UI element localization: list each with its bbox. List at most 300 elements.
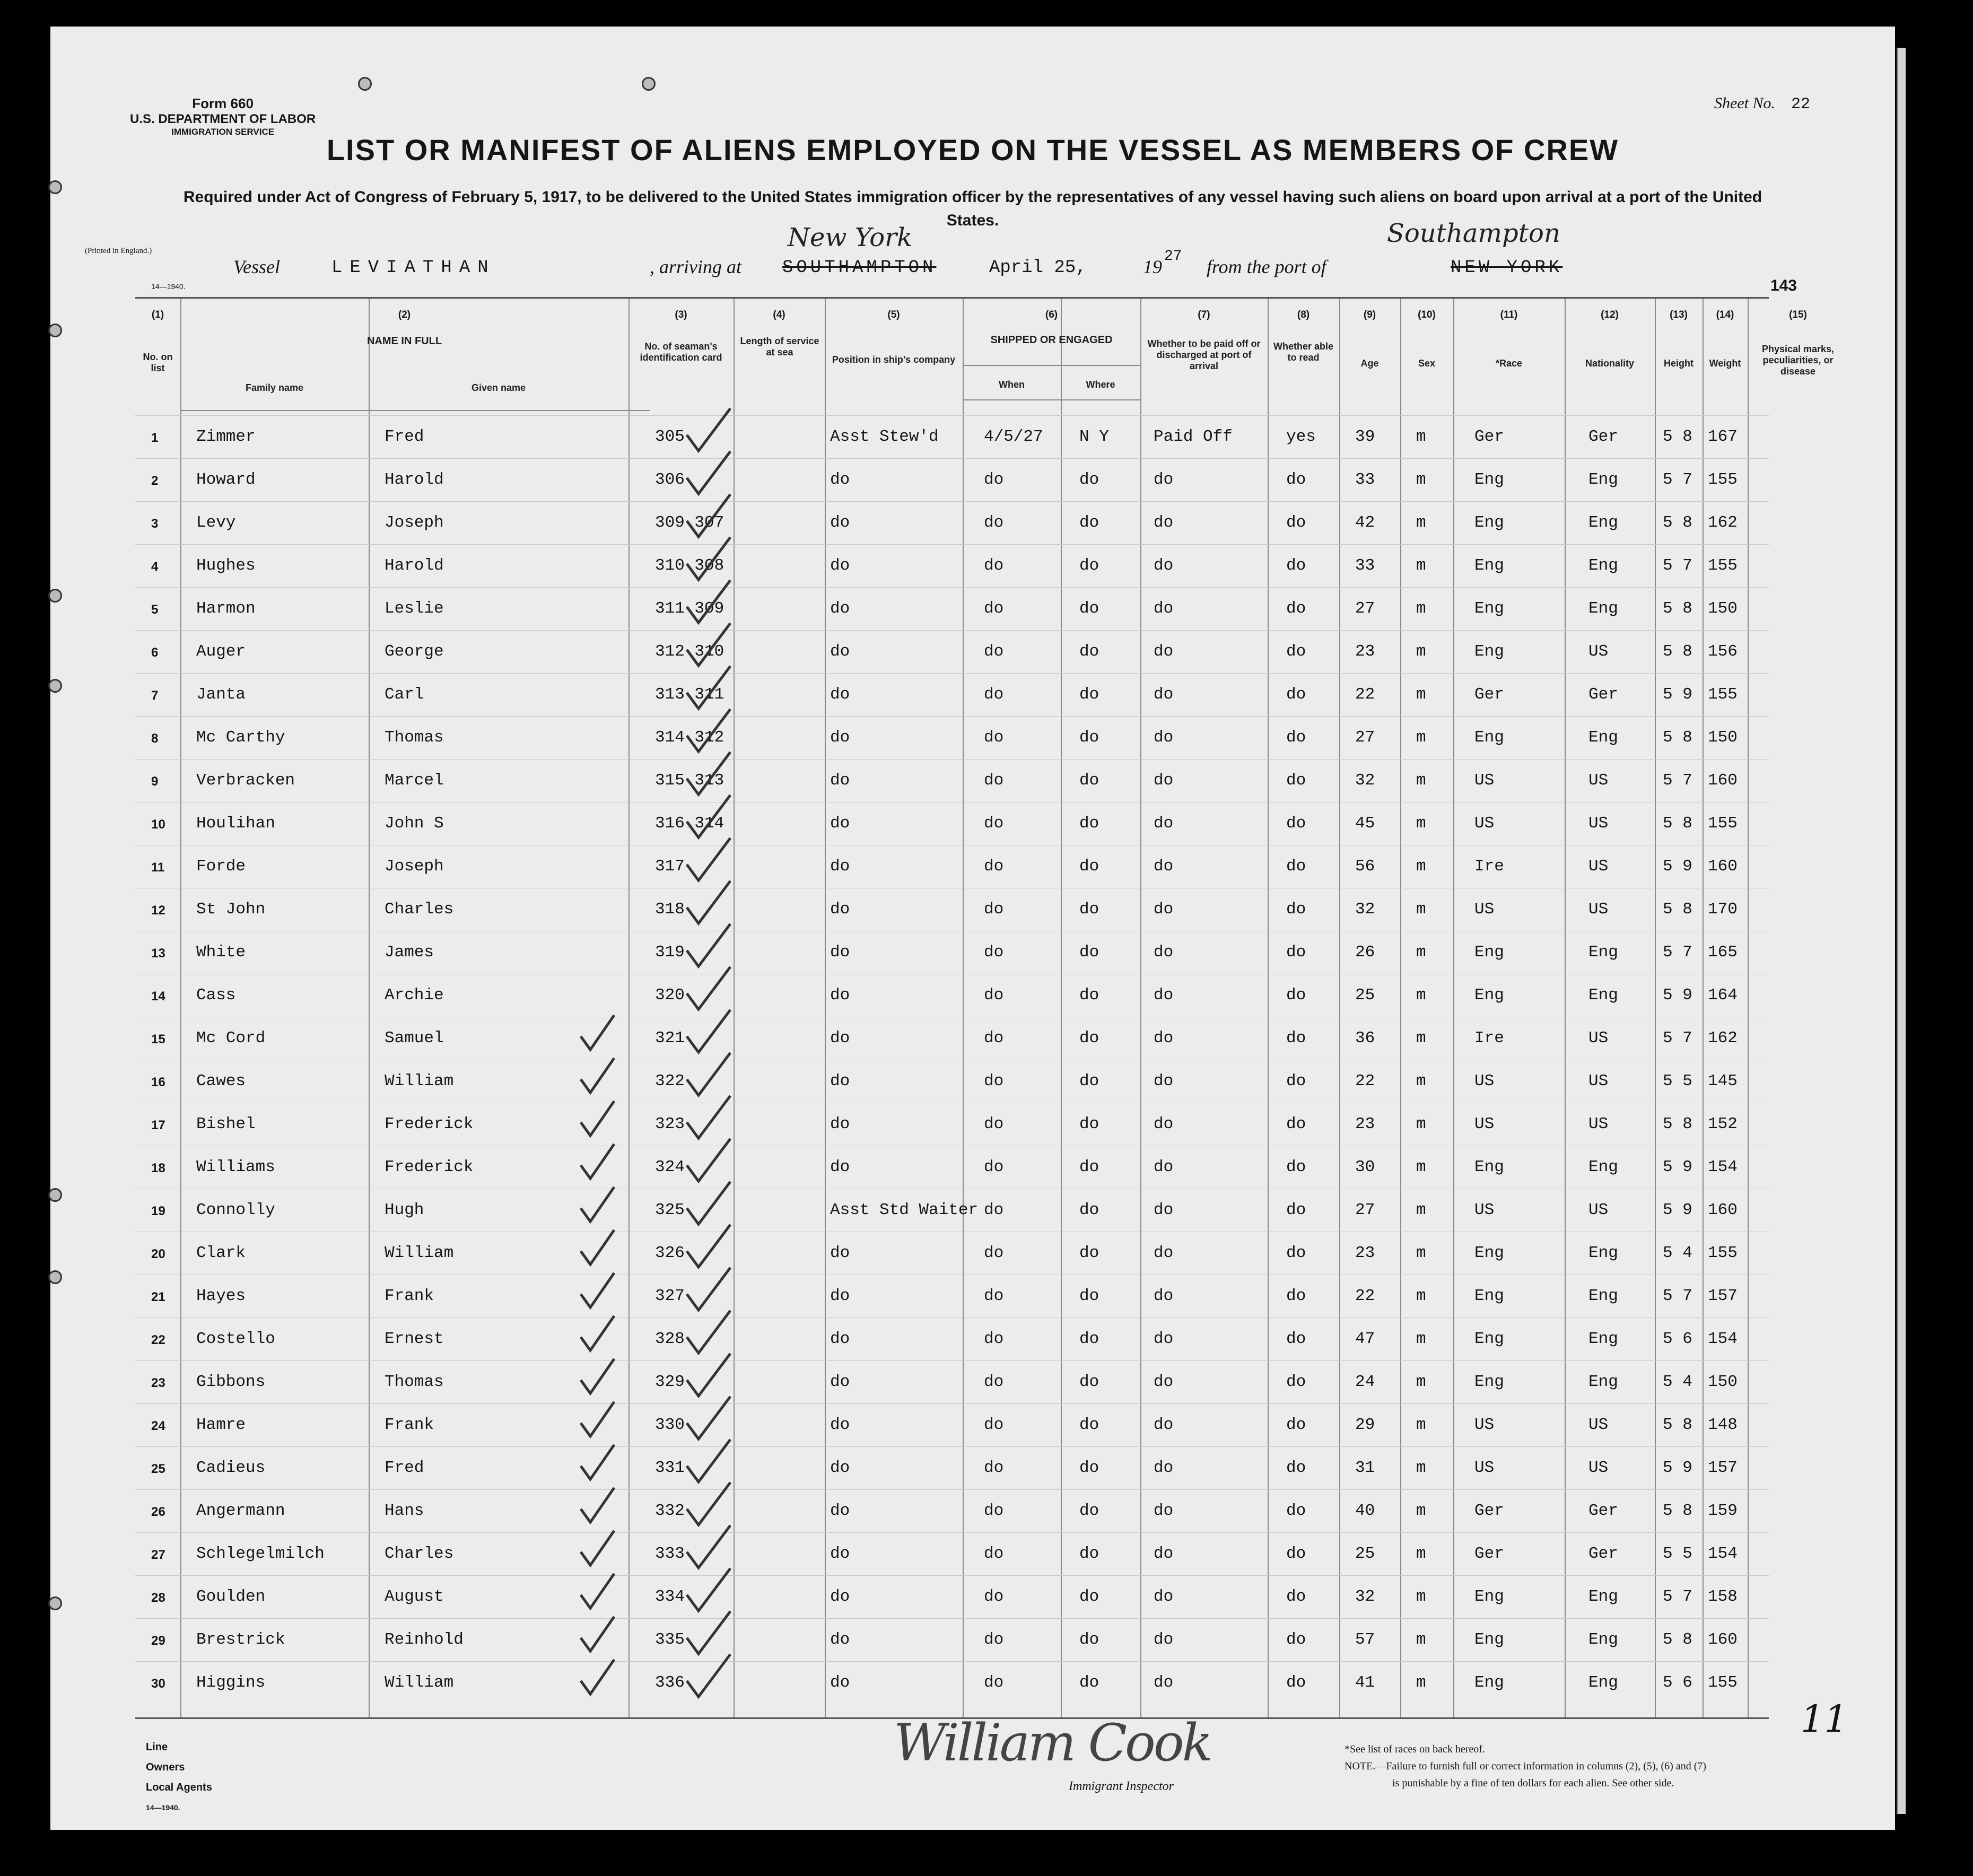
cell-weight: 162 — [1708, 1029, 1738, 1048]
cell-height: 5 8 — [1663, 513, 1692, 532]
cell-card-number: 311 309 — [655, 599, 724, 618]
colnum-12: (12) — [1601, 309, 1619, 320]
cell-shipped-when: do — [984, 1029, 1004, 1048]
cell-shipped-where: do — [1079, 1072, 1099, 1090]
col-paid-off: Whether to be paid off or discharged at port of arrival — [1147, 338, 1261, 371]
cell-paid-off: do — [1154, 1459, 1174, 1477]
cell-nationality: Eng — [1588, 1630, 1618, 1649]
cell-card-number: 321 — [655, 1029, 685, 1048]
cell-age: 36 — [1355, 1029, 1375, 1048]
cell-position: do — [830, 1459, 850, 1477]
table-row — [135, 1618, 1769, 1661]
col-age: Age — [1360, 358, 1379, 369]
cell-nationality: Eng — [1588, 599, 1618, 618]
cell-family-name: Mc Carthy — [196, 728, 285, 747]
cell-row-number: 30 — [151, 1677, 165, 1691]
cell-weight: 150 — [1708, 728, 1738, 747]
cell-shipped-where: do — [1079, 1029, 1099, 1048]
cell-family-name: Houlihan — [196, 814, 275, 833]
cell-nationality: US — [1588, 900, 1609, 919]
colnum-7: (7) — [1198, 309, 1210, 320]
cell-nationality: US — [1588, 1201, 1609, 1219]
cell-height: 5 9 — [1663, 1158, 1692, 1176]
cell-shipped-when: do — [984, 1502, 1004, 1520]
cell-family-name: Howard — [196, 470, 256, 489]
cell-sex: m — [1416, 1587, 1426, 1606]
cell-height: 5 7 — [1663, 771, 1692, 790]
cell-nationality: US — [1588, 857, 1609, 876]
table-row — [135, 759, 1769, 801]
cell-sex: m — [1416, 1416, 1426, 1434]
cell-family-name: Gibbons — [196, 1373, 266, 1391]
cell-card-number: 324 — [655, 1158, 685, 1176]
cell-paid-off: do — [1154, 642, 1174, 661]
cell-shipped-where: do — [1079, 728, 1099, 747]
cell-position: do — [830, 1287, 850, 1305]
cell-card-number: 329 — [655, 1373, 685, 1391]
cell-family-name: White — [196, 943, 246, 962]
table-row — [135, 1189, 1769, 1231]
cell-sex: m — [1416, 1330, 1426, 1348]
cell-given-name: Archie — [385, 986, 444, 1005]
cell-row-number: 15 — [151, 1032, 165, 1046]
cell-age: 24 — [1355, 1373, 1375, 1391]
cell-shipped-when: do — [984, 1201, 1004, 1219]
table-row — [135, 1103, 1769, 1145]
cell-family-name: Cadieus — [196, 1459, 266, 1477]
cell-age: 39 — [1355, 427, 1375, 446]
cell-age: 31 — [1355, 1459, 1375, 1477]
cell-shipped-where: do — [1079, 900, 1099, 919]
cell-shipped-when: do — [984, 814, 1004, 833]
cell-family-name: Higgins — [196, 1673, 266, 1692]
cell-nationality: Ger — [1588, 1545, 1618, 1563]
cell-sex: m — [1416, 1673, 1426, 1692]
cell-nationality: US — [1588, 1029, 1609, 1048]
cell-weight: 162 — [1708, 513, 1738, 532]
cell-family-name: Goulden — [196, 1587, 266, 1606]
cell-nationality: Eng — [1588, 1330, 1618, 1348]
cell-height: 5 4 — [1663, 1373, 1692, 1391]
cell-shipped-where: do — [1079, 943, 1099, 962]
cell-shipped-where: do — [1079, 1545, 1099, 1563]
cell-able-to-read: do — [1286, 1330, 1306, 1348]
cell-height: 5 7 — [1663, 556, 1692, 575]
table-row — [135, 931, 1769, 973]
cell-given-name: Harold — [385, 470, 444, 489]
cell-race: Eng — [1474, 1673, 1504, 1692]
cell-age: 47 — [1355, 1330, 1375, 1348]
cell-card-number: 331 — [655, 1459, 685, 1477]
cell-age: 29 — [1355, 1416, 1375, 1434]
cell-position: do — [830, 1072, 850, 1090]
cell-card-number: 309 307 — [655, 513, 724, 532]
cell-sex: m — [1416, 728, 1426, 747]
cell-age: 33 — [1355, 470, 1375, 489]
sheet-label: Sheet No. — [1714, 94, 1775, 112]
cell-weight: 159 — [1708, 1502, 1738, 1520]
cell-able-to-read: do — [1286, 857, 1306, 876]
cell-shipped-when: do — [984, 1115, 1004, 1133]
arriving-struck: SOUTHAMPTON — [782, 258, 937, 278]
cell-shipped-where: do — [1079, 685, 1099, 704]
table-row — [135, 587, 1769, 630]
col-physical-marks: Physical marks, peculiarities, or disease — [1761, 344, 1835, 377]
cell-height: 5 6 — [1663, 1673, 1692, 1692]
cell-height: 5 9 — [1663, 1201, 1692, 1219]
cell-weight: 160 — [1708, 771, 1738, 790]
cell-paid-off: Paid Off — [1154, 427, 1233, 446]
cell-paid-off: do — [1154, 1115, 1174, 1133]
cell-age: 41 — [1355, 1673, 1375, 1692]
cell-shipped-when: do — [984, 1545, 1004, 1563]
cell-row-number: 26 — [151, 1505, 165, 1519]
colnum-8: (8) — [1297, 309, 1310, 320]
cell-weight: 157 — [1708, 1459, 1738, 1477]
cell-given-name: Frank — [385, 1287, 434, 1305]
cell-shipped-where: do — [1079, 599, 1099, 618]
cell-family-name: Angermann — [196, 1502, 285, 1520]
cell-age: 32 — [1355, 1587, 1375, 1606]
colnum-1: (1) — [151, 309, 164, 320]
cell-height: 5 9 — [1663, 857, 1692, 876]
cell-shipped-when: do — [984, 1244, 1004, 1262]
cell-weight: 155 — [1708, 556, 1738, 575]
cell-able-to-read: do — [1286, 986, 1306, 1005]
cell-paid-off: do — [1154, 857, 1174, 876]
cell-able-to-read: do — [1286, 1287, 1306, 1305]
colnum-15: (15) — [1789, 309, 1807, 320]
cell-race: US — [1474, 1072, 1495, 1090]
cell-age: 57 — [1355, 1630, 1375, 1649]
cell-weight: 148 — [1708, 1416, 1738, 1434]
cell-shipped-where: N Y — [1079, 427, 1109, 446]
table-row — [135, 415, 1769, 458]
cell-weight: 156 — [1708, 642, 1738, 661]
cell-nationality: US — [1588, 1115, 1609, 1133]
cell-able-to-read: do — [1286, 728, 1306, 747]
binder-hole — [358, 77, 372, 91]
table-row — [135, 1146, 1769, 1188]
cell-shipped-when: do — [984, 1630, 1004, 1649]
cell-paid-off: do — [1154, 986, 1174, 1005]
cell-position: Asst Stew'd — [830, 427, 939, 446]
cell-position: do — [830, 1630, 850, 1649]
cell-nationality: Eng — [1588, 556, 1618, 575]
cell-race: Eng — [1474, 556, 1504, 575]
cell-shipped-when: do — [984, 1416, 1004, 1434]
colnum-14: (14) — [1716, 309, 1734, 320]
cell-position: do — [830, 814, 850, 833]
footer-line: Line — [146, 1741, 168, 1753]
cell-able-to-read: do — [1286, 1029, 1306, 1048]
cell-card-number: 312 310 — [655, 642, 724, 661]
cell-nationality: Ger — [1588, 685, 1618, 704]
cell-age: 32 — [1355, 771, 1375, 790]
manifest-sheet — [50, 27, 1895, 1830]
cell-row-number: 3 — [151, 517, 159, 531]
cell-height: 5 7 — [1663, 1587, 1692, 1606]
cell-family-name: Clark — [196, 1244, 246, 1262]
form-number: Form 660 — [192, 95, 254, 111]
cell-family-name: Bishel — [196, 1115, 256, 1133]
binder-hole — [48, 679, 62, 693]
cell-given-name: Samuel — [385, 1029, 444, 1048]
cell-shipped-when: do — [984, 513, 1004, 532]
cell-given-name: George — [385, 642, 444, 661]
cell-height: 5 8 — [1663, 1630, 1692, 1649]
cell-able-to-read: do — [1286, 814, 1306, 833]
cell-weight: 154 — [1708, 1330, 1738, 1348]
cell-position: do — [830, 1115, 850, 1133]
page-mark: 143 — [1770, 277, 1797, 294]
cell-paid-off: do — [1154, 1330, 1174, 1348]
cell-sex: m — [1416, 599, 1426, 618]
cell-age: 23 — [1355, 1115, 1375, 1133]
cell-able-to-read: do — [1286, 1416, 1306, 1434]
cell-card-number: 333 — [655, 1545, 685, 1563]
cell-position: do — [830, 685, 850, 704]
cell-row-number: 16 — [151, 1075, 165, 1089]
arriving-handwritten: New York — [788, 223, 913, 252]
cell-shipped-where: do — [1079, 642, 1099, 661]
cell-shipped-when: do — [984, 470, 1004, 489]
colnum-3: (3) — [675, 309, 687, 320]
cell-family-name: Forde — [196, 857, 246, 876]
colnum-10: (10) — [1418, 309, 1436, 320]
cell-weight: 160 — [1708, 1201, 1738, 1219]
cell-card-number: 334 — [655, 1587, 685, 1606]
table-row — [135, 501, 1769, 544]
cell-row-number: 25 — [151, 1462, 165, 1476]
cell-given-name: Hugh — [385, 1201, 424, 1219]
cell-race: US — [1474, 900, 1495, 919]
binder-hole — [48, 1188, 62, 1202]
cell-height: 5 9 — [1663, 986, 1692, 1005]
cell-sex: m — [1416, 1545, 1426, 1563]
cell-row-number: 7 — [151, 688, 159, 703]
from-handwritten: Southampton — [1387, 219, 1560, 248]
table-row — [135, 888, 1769, 930]
cell-shipped-when: do — [984, 1330, 1004, 1348]
cell-height: 5 7 — [1663, 1287, 1692, 1305]
cell-sex: m — [1416, 1244, 1426, 1262]
cell-row-number: 19 — [151, 1204, 165, 1218]
cell-sex: m — [1416, 771, 1426, 790]
cell-paid-off: do — [1154, 900, 1174, 919]
cell-race: US — [1474, 1459, 1495, 1477]
cell-weight: 154 — [1708, 1158, 1738, 1176]
table-row — [135, 1575, 1769, 1618]
cell-given-name: Fred — [385, 427, 424, 446]
cell-able-to-read: do — [1286, 900, 1306, 919]
cell-age: 23 — [1355, 642, 1375, 661]
table-row — [135, 1532, 1769, 1575]
cell-sex: m — [1416, 1459, 1426, 1477]
department: U.S. DEPARTMENT OF LABOR — [130, 112, 316, 126]
cell-race: Ire — [1474, 857, 1504, 876]
cell-weight: 160 — [1708, 857, 1738, 876]
note-race: *See list of races on back hereof. — [1345, 1743, 1485, 1755]
cell-shipped-when: do — [984, 1158, 1004, 1176]
col-sex: Sex — [1418, 358, 1436, 369]
vessel-name: LEVIATHAN — [331, 258, 496, 278]
cell-age: 25 — [1355, 1545, 1375, 1563]
cell-age: 40 — [1355, 1502, 1375, 1520]
cell-sex: m — [1416, 1373, 1426, 1391]
cell-row-number: 13 — [151, 946, 165, 961]
cell-shipped-when: do — [984, 771, 1004, 790]
cell-paid-off: do — [1154, 1373, 1174, 1391]
cell-weight: 155 — [1708, 814, 1738, 833]
cell-given-name: William — [385, 1072, 454, 1090]
cell-race: US — [1474, 814, 1495, 833]
cell-nationality: US — [1588, 771, 1609, 790]
cell-weight: 150 — [1708, 599, 1738, 618]
cell-paid-off: do — [1154, 1244, 1174, 1262]
cell-sex: m — [1416, 1115, 1426, 1133]
cell-row-number: 20 — [151, 1247, 165, 1261]
cell-shipped-when: do — [984, 728, 1004, 747]
cell-shipped-when: do — [984, 1459, 1004, 1477]
cell-age: 45 — [1355, 814, 1375, 833]
note-fine-1: NOTE.—Failure to furnish full or correct information in columns (2), (5), (6) and (7) — [1345, 1760, 1707, 1772]
cell-paid-off: do — [1154, 1029, 1174, 1048]
cell-height: 5 8 — [1663, 1115, 1692, 1133]
cell-shipped-where: do — [1079, 1459, 1099, 1477]
cell-height: 5 7 — [1663, 470, 1692, 489]
cell-position: do — [830, 1673, 850, 1692]
cell-row-number: 14 — [151, 989, 165, 1004]
cell-family-name: Auger — [196, 642, 246, 661]
cell-able-to-read: do — [1286, 599, 1306, 618]
table-row — [135, 1275, 1769, 1317]
cell-row-number: 12 — [151, 903, 165, 918]
cell-position: do — [830, 642, 850, 661]
cell-family-name: Janta — [196, 685, 246, 704]
cell-race: Ger — [1474, 427, 1504, 446]
cell-shipped-where: do — [1079, 1373, 1099, 1391]
table-row — [135, 1232, 1769, 1274]
vessel-label: Vessel — [233, 256, 280, 277]
cell-sex: m — [1416, 1072, 1426, 1090]
footer-left — [146, 1737, 212, 1818]
cell-shipped-where: do — [1079, 1587, 1099, 1606]
cell-nationality: US — [1588, 1459, 1609, 1477]
cell-given-name: Thomas — [385, 728, 444, 747]
table-row — [135, 1661, 1769, 1704]
col-given-name: Given name — [471, 382, 526, 393]
col-card-no: No. of seaman's identification card — [640, 341, 722, 363]
cell-row-number: 9 — [151, 774, 159, 789]
cell-given-name: Joseph — [385, 857, 444, 876]
service: IMMIGRATION SERVICE — [171, 127, 275, 137]
binder-hole — [48, 1596, 62, 1610]
table-row — [135, 1317, 1769, 1360]
cell-nationality: Eng — [1588, 1158, 1618, 1176]
cell-sex: m — [1416, 857, 1426, 876]
footer-agents: Local Agents — [146, 1782, 212, 1793]
cell-paid-off: do — [1154, 556, 1174, 575]
cell-card-number: 336 — [655, 1673, 685, 1692]
cell-weight: 155 — [1708, 1673, 1738, 1692]
cell-row-number: 18 — [151, 1161, 165, 1175]
cell-age: 42 — [1355, 513, 1375, 532]
cell-able-to-read: do — [1286, 1545, 1306, 1563]
cell-row-number: 5 — [151, 603, 159, 617]
cell-race: Eng — [1474, 599, 1504, 618]
page-subtitle: Required under Act of Congress of February 5, 1917, to be delivered to the United States immigration officer by the representatives of any vessel having such aliens on board upon arrival at a port of the United States. — [183, 188, 1762, 229]
table-row — [135, 630, 1769, 673]
cell-family-name: Mc Cord — [196, 1029, 266, 1048]
cell-weight: 152 — [1708, 1115, 1738, 1133]
cell-position: do — [830, 900, 850, 919]
cell-height: 5 6 — [1663, 1330, 1692, 1348]
cell-given-name: Thomas — [385, 1373, 444, 1391]
cell-card-number: 323 — [655, 1115, 685, 1133]
cell-family-name: Zimmer — [196, 427, 256, 446]
cell-given-name: Leslie — [385, 599, 444, 618]
cell-shipped-when: 4/5/27 — [984, 427, 1043, 446]
cell-shipped-when: do — [984, 556, 1004, 575]
cell-row-number: 21 — [151, 1290, 165, 1304]
cell-row-number: 22 — [151, 1333, 165, 1347]
cell-given-name: Carl — [385, 685, 424, 704]
cell-family-name: Cawes — [196, 1072, 246, 1090]
table-row — [135, 458, 1769, 501]
cell-nationality: Eng — [1588, 1244, 1618, 1262]
binder-hole — [642, 77, 656, 91]
cell-able-to-read: do — [1286, 513, 1306, 532]
binder-hole — [48, 589, 62, 603]
cell-shipped-where: do — [1079, 1115, 1099, 1133]
binder-hole — [48, 324, 62, 337]
footer-print-code: 14—1940. — [146, 1803, 180, 1812]
cell-age: 33 — [1355, 556, 1375, 575]
cell-row-number: 4 — [151, 560, 159, 574]
cell-nationality: Eng — [1588, 986, 1618, 1005]
cell-family-name: Brestrick — [196, 1630, 285, 1649]
cell-height: 5 8 — [1663, 728, 1692, 747]
cell-able-to-read: do — [1286, 1201, 1306, 1219]
cell-given-name: Ernest — [385, 1330, 444, 1348]
cell-shipped-where: do — [1079, 857, 1099, 876]
cell-able-to-read: do — [1286, 1373, 1306, 1391]
inspector-label: Immigrant Inspector — [1069, 1779, 1174, 1793]
cell-shipped-when: do — [984, 900, 1004, 919]
cell-row-number: 8 — [151, 731, 159, 746]
cell-card-number: 330 — [655, 1416, 685, 1434]
cell-given-name: John S — [385, 814, 444, 833]
cell-weight: 158 — [1708, 1587, 1738, 1606]
cell-able-to-read: do — [1286, 943, 1306, 962]
cell-nationality: Eng — [1588, 1287, 1618, 1305]
cell-position: do — [830, 1029, 850, 1048]
cell-race: Eng — [1474, 1373, 1504, 1391]
cell-height: 5 9 — [1663, 1459, 1692, 1477]
cell-age: 22 — [1355, 1072, 1375, 1090]
cell-position: do — [830, 1244, 850, 1262]
cell-nationality: US — [1588, 814, 1609, 833]
cell-paid-off: do — [1154, 1158, 1174, 1176]
cell-card-number: 310 308 — [655, 556, 724, 575]
cell-sex: m — [1416, 900, 1426, 919]
cell-race: Eng — [1474, 728, 1504, 747]
cell-card-number: 328 — [655, 1330, 685, 1348]
cell-family-name: Connolly — [196, 1201, 275, 1219]
colnum-11: (11) — [1500, 309, 1518, 320]
cell-sex: m — [1416, 1287, 1426, 1305]
